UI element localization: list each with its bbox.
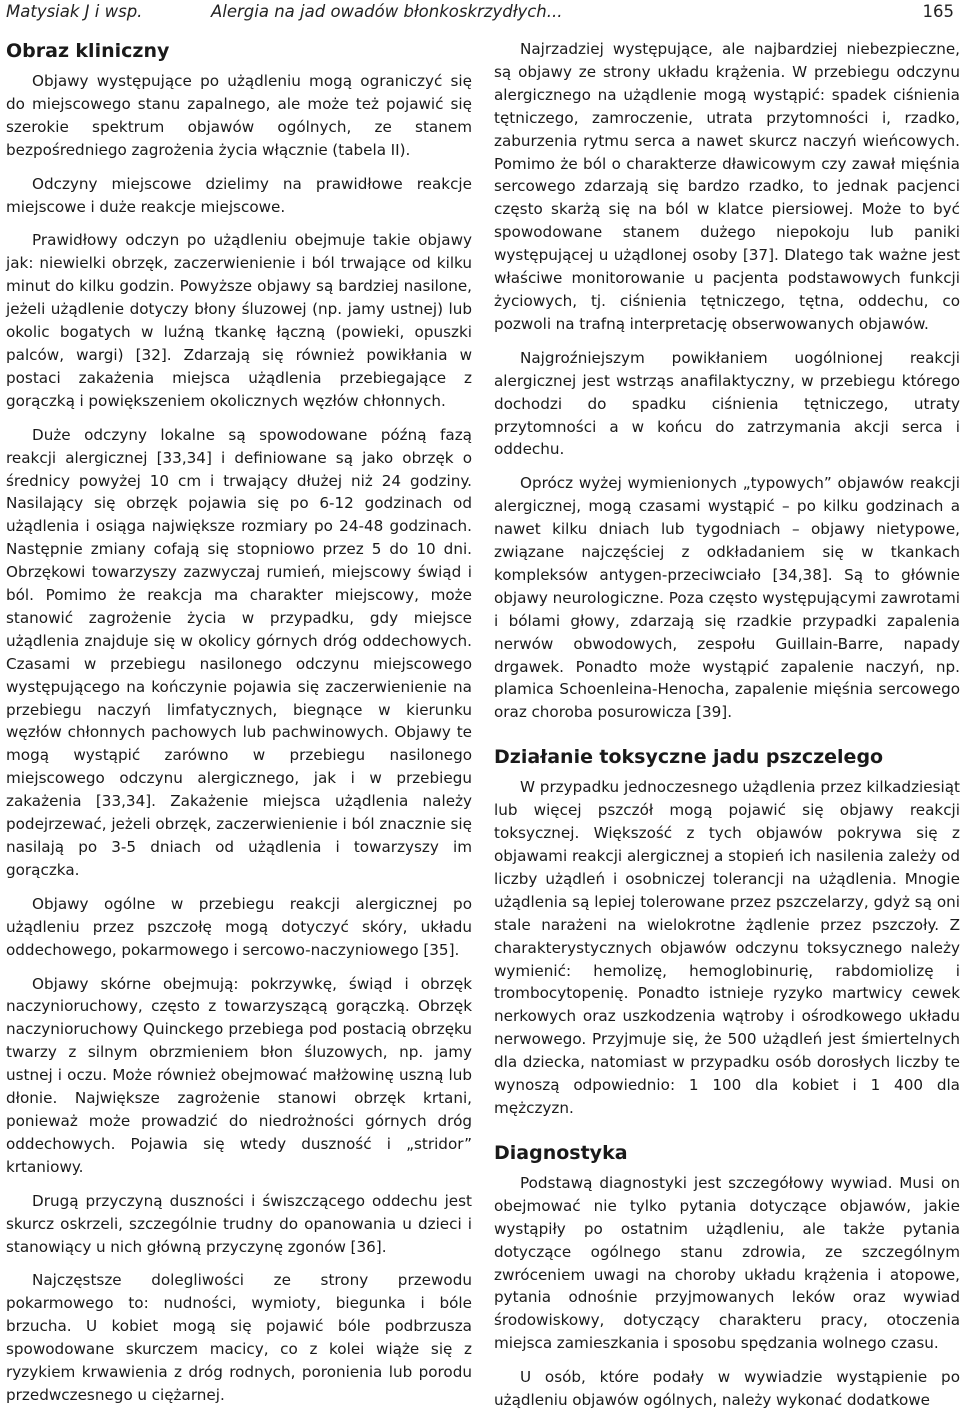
section-heading-diagnostics: Diagnostyka xyxy=(494,1141,628,1164)
header-title: Alergia na jad owadów błonkoskrzydłych... xyxy=(211,2,563,21)
paragraph: U osób, które podały w wywiadzie wystąpienie po użądleniu objawów ogólnych, należy wykonać dodatkowe xyxy=(494,1368,960,1410)
left-column xyxy=(6,38,472,1418)
paragraph: Podstawą diagnostyki jest szczegółowy wywiad. Musi on obejmować nie tylko pytania dotyczące objawów, jakie wystąpiły po ostatnim użądleniu, ale także pytania dotyczące ogólnego stanu zdrowia, ze szczególnym zwróceniem uwagi na choroby układu krążenia i atopowe, pytania odnośnie przyjmowanych leków oraz wywiad środowiskowy, dotyczący charakteru pracy, otoczenia miejsca zamieszkania i sposobu spędzania wolnego czasu. xyxy=(494,1173,960,1353)
section-heading-toxic-effects: Działanie toksyczne jadu pszczelego xyxy=(494,746,884,769)
paragraph: Objawy ogólne w przebiegu reakcji alergicznej po użądleniu przez pszczołę mogą dotyczyć skóry, układu oddechowego, pokarmowego i sercowo-naczyniowego [35]. xyxy=(6,894,472,959)
paragraph: Najrzadziej występujące, ale najbardziej niebezpieczne, są objawy ze strony układu krążenia. W przebiegu odczynu alergicznego na użądlenie mogą wystąpić: spadek ciśnienia tętniczego, zamroczenie, utrata przytomności i, rzadko, zaburzenia rytmu serca a nawet skurcz naczyń wieńcowych. Pomimo że ból o charakterze dławicowym czy zawał mięśnia sercowego zdarzają się bardzo rzadko, to jednak pacjenci często skarżą się na ból w klatce piersiowej. Może to być spowodowane stanem dużego niepokoju lub paniki występującej u użądlonej osoby [37]. Dlatego tak ważne jest właściwe monitorowanie u pacjenta podstawowych funkcji życiowych, tj. ciśnienia tętniczego, tętna, oddechu, co pozwoli na trafną interpretację obserwowanych objawów. xyxy=(494,40,960,333)
paragraph: Objawy skórne obejmują: pokrzywkę, świąd i obrzęk naczynioruchowy, często z towarzyszącą gorączką. Obrzęk naczynioruchowy Quinckego przebiega pod postacią obrzęku twarzy z silnym obrzmieniem błon śluzowych, np. jamy ustnej i oczu. Może również obejmować małżowinę uszną lub dłonie. Największe zagrożenie stanowi obrzęk krtani, ponieważ może prowadzić do niedrożności górnych dróg oddechowych. Pojawia się wtedy duszność i „stridor” krtaniowy. xyxy=(6,974,472,1176)
paragraph: Oprócz wyżej wymienionych „typowych” objawów reakcji alergicznej, mogą czasami wystąpić – po kilku godzinach a nawet kilku dniach lub tygodniach – objawy nietypowe, związane najczęściej z odkładaniem się w tkankach kompleksów antygen-przeciwciało [34,38]. Są to głównie objawy neurologiczne. Poza często występującymi zawrotami i bólami głowy, zdarzają się rzadkie przypadki zapalenia nerwów obwodowych, zespołu Guillain-Barre, napady drgawek. Ponadto może wystąpić zapalenie naczyń, np. plamica Schoenleina-Henocha, zapalenie mięśnia sercowego oraz choroba posurowicza [39]. xyxy=(494,474,960,722)
page-number: 165 xyxy=(922,2,954,21)
running-header xyxy=(6,0,954,24)
paragraph: Najgroźniejszym powikłaniem uogólnionej reakcji alergicznej jest wstrząs anafilaktyczny, w przebiegu którego dochodzi do spadku ciśnienia tętniczego, utraty przytomności a w końcu do zatrzymania akcji serca i oddechu. xyxy=(494,348,960,459)
section-heading-clinical-picture: Obraz kliniczny xyxy=(6,40,170,62)
right-column xyxy=(494,38,960,1423)
paragraph: Odczyny miejscowe dzielimy na prawidłowe reakcje miejscowe i duże reakcje miejscowe. xyxy=(6,174,472,216)
header-authors: Matysiak J i wsp. xyxy=(6,2,143,21)
paragraph: Objawy występujące po użądleniu mogą ograniczyć się do miejscowego stanu zapalnego, ale może też pojawić się szerokie spektrum objawów ogólnych, ze stanem bezpośredniego zagrożenia życia włącznie (tabela II). xyxy=(6,72,472,159)
paragraph: Najczęstsze dolegliwości ze strony przewodu pokarmowego to: nudności, wymioty, biegunka i bóle brzucha. U kobiet mogą się pojawić bóle podbrzusza spowodowane skurczem macicy, co z kolei wiąże się z ryzykiem krwawienia z dróg rodnych, poronienia lub porodu przedwczesnego u ciężarnej. xyxy=(6,1271,472,1404)
paragraph: W przypadku jednoczesnego użądlenia przez kilkadziesiąt lub więcej pszczół mogą pojawić się objawy reakcji toksycznej. Większość z tych objawów pokrywa się z objawami reakcji alergicznej a stopień ich nasilenia zależy od liczby użądleń i osobniczej tolerancji na użądlenia. Mnogie użądlenia są lepiej tolerowane przez pszczelarzy, gdyż są oni stale narażeni na wielokrotne żądlenie przez pszczoły. Z charakterystycznych objawów odczynu toksycznego należy wymienić: hemolizę, hemoglobinurię, rabdomiolizę i trombocytopenię. Ponadto istnieje ryzyko martwicy cewek nerkowych oraz uszkodzenia wątroby i ośrodkowego układu nerwowego. Przyjmuje się, że 500 użądleń jest śmiertelnych dla dziecka, natomiast w przypadku osób dorosłych liczby te wynoszą odpowiednio: 1 100 dla kobiet i 1 400 dla mężczyzn. xyxy=(494,778,960,1117)
paragraph: Drugą przyczyną duszności i świszczącego oddechu jest skurcz oskrzeli, szczególnie trudny do opanowania u dzieci i stanowiący u nich główną przyczynę zgonów [36]. xyxy=(6,1191,472,1256)
paragraph: Prawidłowy odczyn po użądleniu obejmuje takie objawy jak: niewielki obrzęk, zaczerwienienie i ból trwające od kilku minut do kilku godzin. Powyższe objawy są bardziej nasilone, jeżeli użądlenie dotyczy błony śluzowej (np. jamy ustnej) lub okolic bogatych w luźną tkankę łączną (powieki, opuszki palców, wargi) [32]. Zdarzają się również powikłania w postaci zakażenia miejsca użądlenia przebiegające z gorączką i powiększeniem okolicznych węzłów chłonnych. xyxy=(6,231,472,410)
paragraph: Duże odczyny lokalne są spowodowane późną fazą reakcji alergicznej [33,34] i definiowane są jako obrzęk o średnicy powyżej 10 cm i trwający dłużej niż 24 godziny. Nasilający się obrzęk pojawia się po 6-12 godzinach od użądlenia i osiąga największe rozmiary po 24-48 godzinach. Następnie zmiany cofają się stopniowo przez 5 do 10 dni. Obrzękowi towarzyszy zazwyczaj rumień, miejscowy świąd i ból. Pomimo że reakcja ma charakter miejscowy, może stanowić zagrożenie życia w przypadku, gdy miejsce użądlenia znajduje się w okolicy górnych dróg oddechowych. Czasami w przebiegu nasilonego odczynu miejscowego występującego na kończynie pojawia się zaczerwienienie na przebiegu naczyń limfatycznych, biegnące w kierunku węzłów chłonnych pachowych lub pachwinowych. Objawy te mogą wystąpić zarówno w przebiegu nasilonego miejscowego odczynu alergicznego, jak i w przebiegu zakażenia [33,34]. Zakażenie miejsca użądlenia należy podejrzewać, jeżeli obrzęk, zaczerwienienie i ból znacznie się nasilają po 3-5 dniach od użądlenia i towarzyszy im gorączka. xyxy=(6,425,472,879)
